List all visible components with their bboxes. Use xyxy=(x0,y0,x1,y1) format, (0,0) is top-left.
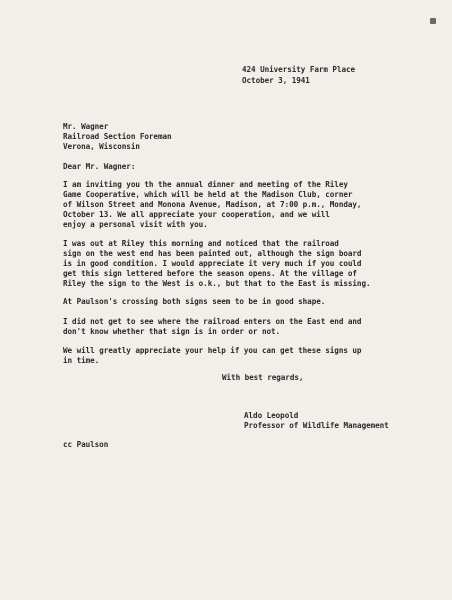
salutation: Dear Mr. Wagner: xyxy=(63,162,136,171)
paragraph-1-line: of Wilson Street and Monona Avenue, Madison, at 7:00 p.m., Monday, xyxy=(63,200,362,209)
paragraph-2-line: Riley the sign to the West is o.k., but that to the East is missing. xyxy=(63,279,371,288)
paragraph-5-line: We will greatly appreciate your help if you can get these signs up xyxy=(63,346,362,355)
paragraph-1-line: I am inviting you th the annual dinner and meeting of the Riley xyxy=(63,180,348,189)
recipient-name: Mr. Wagner xyxy=(63,122,109,131)
paragraph-3: At Paulson's crossing both signs seem to be in good shape. xyxy=(63,297,326,306)
signature-title: Professor of Wildlife Management xyxy=(244,421,389,430)
paragraph-1-line: enjoy a personal visit with you. xyxy=(63,220,208,229)
paragraph-4-line: don't know whether that sign is in order or not. xyxy=(63,327,281,336)
recipient-title: Railroad Section Foreman xyxy=(63,132,172,141)
paragraph-1-line: Game Cooperative, which will be held at the Madison Club, corner xyxy=(63,190,353,199)
cc-line: cc Paulson xyxy=(63,440,109,449)
paragraph-5-line: in time. xyxy=(63,356,100,365)
paragraph-2-line: sign on the west end has been painted out, although the sign board xyxy=(63,249,362,258)
closing: With best regards, xyxy=(222,373,304,382)
paragraph-4-line: I did not get to see where the railroad enters on the East end and xyxy=(63,317,362,326)
letter-date: October 3, 1941 xyxy=(242,76,310,85)
sender-address: 424 University Farm Place xyxy=(242,65,356,74)
corner-mark xyxy=(430,18,436,24)
paragraph-1-line: October 13. We all appreciate your cooperation, and we will xyxy=(63,210,330,219)
paragraph-2-line: is in good condition. I would appreciate it very much if you could xyxy=(63,259,362,268)
signature-name: Aldo Leopold xyxy=(244,411,299,420)
recipient-location: Verona, Wisconsin xyxy=(63,142,140,151)
paragraph-2-line: get this sign lettered before the season opens. At the village of xyxy=(63,269,357,278)
paragraph-2-line: I was out at Riley this morning and noticed that the railroad xyxy=(63,239,339,248)
